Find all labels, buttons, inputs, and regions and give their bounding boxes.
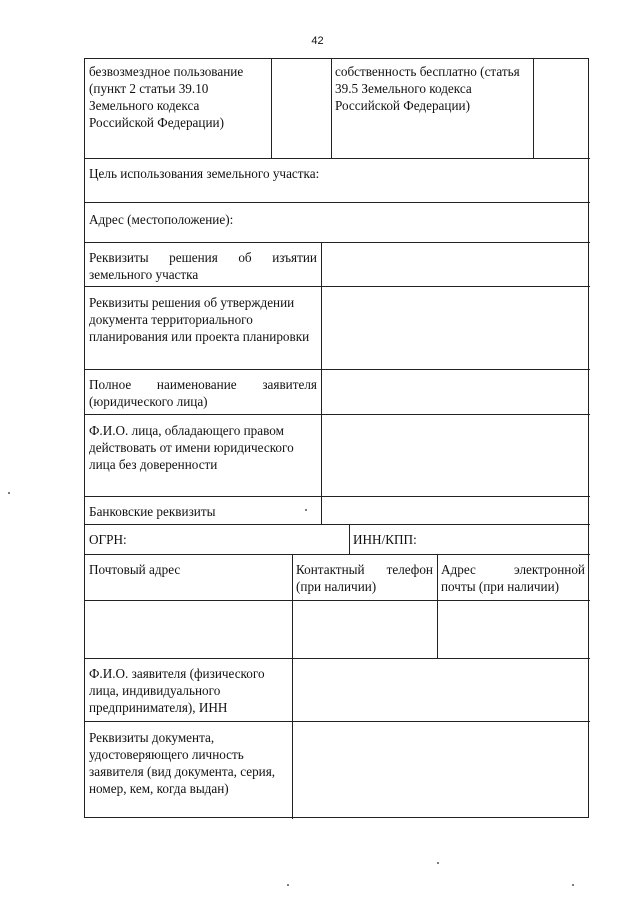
basis-left-label: безвозмездное пользование (пункт 2 статьи 39.10 Земельного кодекса Российской Федерации) [89,64,244,130]
divider [437,554,438,658]
applicant-name-value[interactable] [321,369,589,414]
land-use-purpose-field[interactable]: Цель использования земельного участка: [89,166,320,181]
basis-right-checkbox-cell[interactable] [533,59,589,158]
divider [533,59,534,158]
email-label: Адрес электронной почты (при наличии) [441,562,585,594]
postal-address-value[interactable] [85,600,292,658]
phone-value[interactable] [292,600,437,658]
divider [349,524,350,554]
page-number: 42 [311,35,324,47]
basis-left-checkbox-cell[interactable] [271,59,331,158]
inn-kpp-field[interactable]: ИНН/КПП: [353,532,417,547]
address-field[interactable]: Адрес (местоположение): [89,212,234,227]
authorized-person-label: Ф.И.О. лица, обладающего правом действовать от имени юридического лица без доверенности [89,423,294,472]
scan-speck [572,884,574,886]
divider [85,524,590,525]
identity-document-label: Реквизиты документа, удостоверяющего личность заявителя (вид документа, серия, номер, кем, когда выдан) [89,730,276,796]
scan-speck [437,862,439,864]
application-form-table [84,58,589,818]
bank-details-value[interactable] [321,496,589,524]
scan-speck [287,884,289,886]
divider [292,554,293,658]
individual-applicant-value[interactable] [292,658,589,721]
divider [271,59,272,158]
divider [331,59,332,158]
ogrn-field[interactable]: ОГРН: [89,532,127,547]
applicant-name-label: Полное наименование заявителя (юридического лица) [89,377,317,409]
planning-decision-label: Реквизиты решения об утверждении документа территориального планирования или проекта планировки [89,295,310,344]
authorized-person-value[interactable] [321,414,589,496]
scan-speck [8,492,10,494]
divider [321,242,322,524]
identity-document-value[interactable] [292,721,589,817]
divider [292,658,293,819]
individual-applicant-label: Ф.И.О. заявителя (физического лица, индивидуального предпринимателя), ИНН [89,666,265,715]
email-value[interactable] [437,600,589,658]
planning-decision-value[interactable] [321,286,589,369]
seizure-decision-label: Реквизиты решения об изъятии земельного участка [89,250,317,282]
divider [85,158,590,159]
divider [85,554,590,555]
postal-address-label: Почтовый адрес [89,562,181,577]
seizure-decision-value[interactable] [321,242,589,286]
phone-label: Контактный телефон (при наличии) [296,562,433,594]
scan-speck [305,509,307,511]
bank-details-label: Банковские реквизиты [89,504,216,519]
basis-right-label: собственность бесплатно (статья 39.5 Земельного кодекса Российской Федерации) [335,64,520,113]
divider [85,202,590,203]
